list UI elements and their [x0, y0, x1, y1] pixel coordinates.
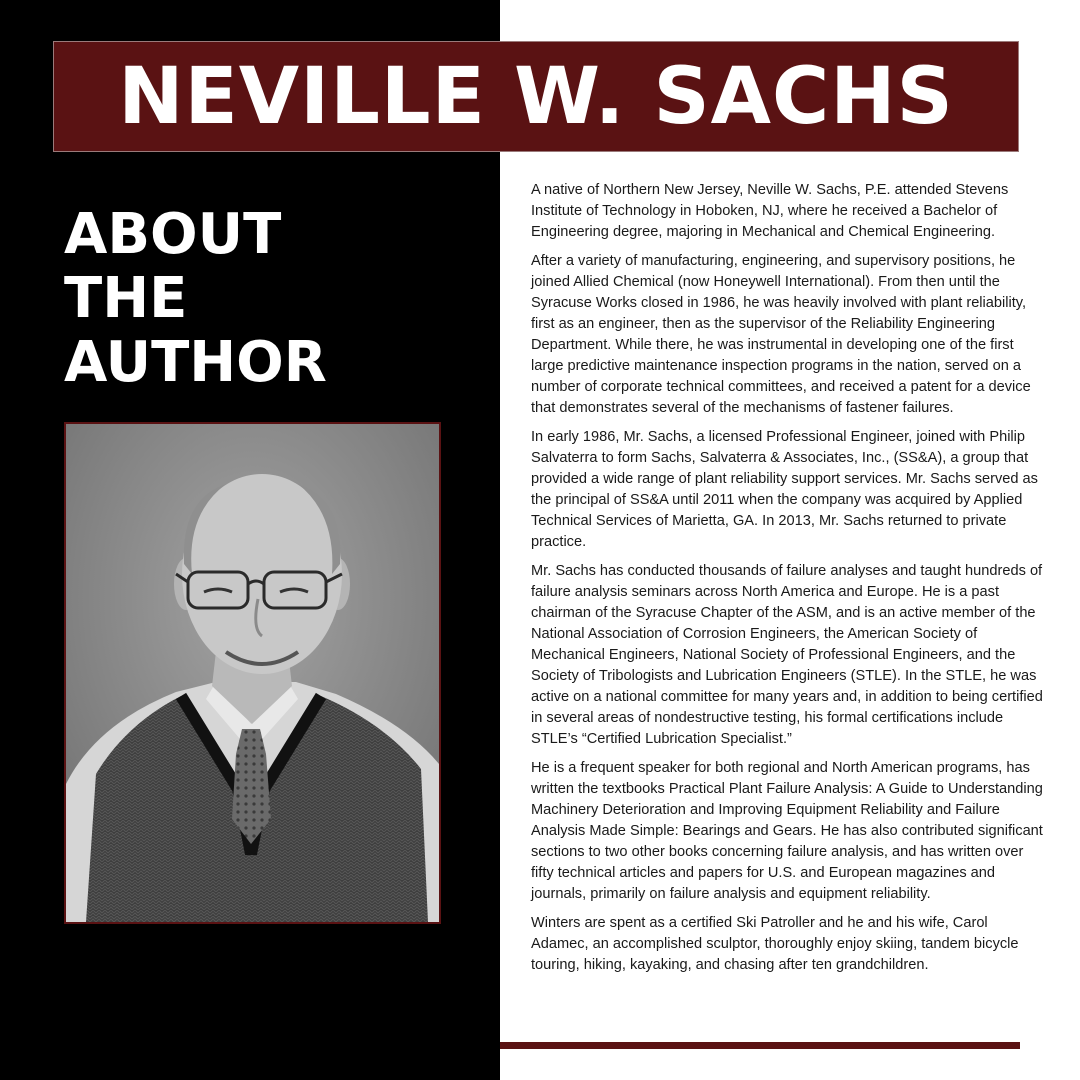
bio-text: [531, 180, 1046, 984]
heading-line-3: AUTHOR: [64, 330, 327, 395]
bio-paragraph: Winters are spent as a certified Ski Patroller and he and his wife, Carol Adamec, an accomplished sculptor, thoroughly enjoy skiing, tandem bicycle touring, hiking, kayaking, and chasing after ten grandchildren.: [531, 915, 1019, 973]
bottom-divider: [500, 1042, 1020, 1049]
bio-paragraph: Mr. Sachs has conducted thousands of failure analyses and taught hundreds of failure analysis seminars across North America and Europe. He is a past chairman of the Syracuse Chapter of the ASM, and is an active member of the National Association of Corrosion Engineers, the American Society of Mechanical Engineers, National Society of Professional Engineers, and the Society of Tribologists and Lubrication Engineers (STLE). In the STLE, he was active on a national committee for many years and, in addition to being certified in several areas of nondestructive testing, his formal certifications include STLE’s “Certified Lubrication Specialist.”: [531, 563, 1043, 747]
bio-paragraph: In early 1986, Mr. Sachs, a licensed Professional Engineer, joined with Philip Salvaterra to form Sachs, Salvaterra & Associates, Inc., (SS&A), a group that provided a wide range of plant reliability support services. Mr. Sachs served as the principal of SS&A until 2011 when the company was acquired by Applied Technical Services of Marietta, GA. In 2013, Mr. Sachs returned to private practice.: [531, 429, 1038, 550]
bio-paragraph: He is a frequent speaker for both regional and North American programs, has written the textbooks Practical Plant Failure Analysis: A Guide to Understanding Machinery Deterioration and Improving Equipment Reliability and Failure Analysis Made Simple: Bearings and Gears. He has also contributed significant sections to two other books concerning failure analysis, and has written over fifty technical articles and papers for U.S. and European magazines and journals, primarily on failure analysis and equipment reliability.: [531, 760, 1043, 902]
bio-paragraph: A native of Northern New Jersey, Neville W. Sachs, P.E. attended Stevens Institute of Technology in Hoboken, NJ, where he received a Bachelor of Engineering degree, majoring in Mechanical and Chemical Engineering.: [531, 182, 1009, 240]
author-portrait-image: [66, 424, 439, 922]
section-heading: [64, 203, 484, 395]
author-photo: [64, 422, 441, 924]
heading-line-1: ABOUT: [64, 202, 282, 267]
bio-paragraph: After a variety of manufacturing, engineering, and supervisory positions, he joined Allied Chemical (now Honeywell International). From then until the Syracuse Works closed in 1986, he was heavily involved with plant reliability, first as an engineer, then as the supervisor of the Reliability Engineering Department. While there, he was instrumental in developing one of the first large predictive maintenance inspection programs in the nation, served on a number of corporate technical committees, and received a patent for a device that demonstrates several of the mechanisms of fastener failures.: [531, 253, 1031, 416]
name-banner: [53, 41, 1019, 152]
author-name: NEVILLE W. SACHS: [118, 51, 954, 142]
heading-line-2: THE: [64, 266, 188, 331]
